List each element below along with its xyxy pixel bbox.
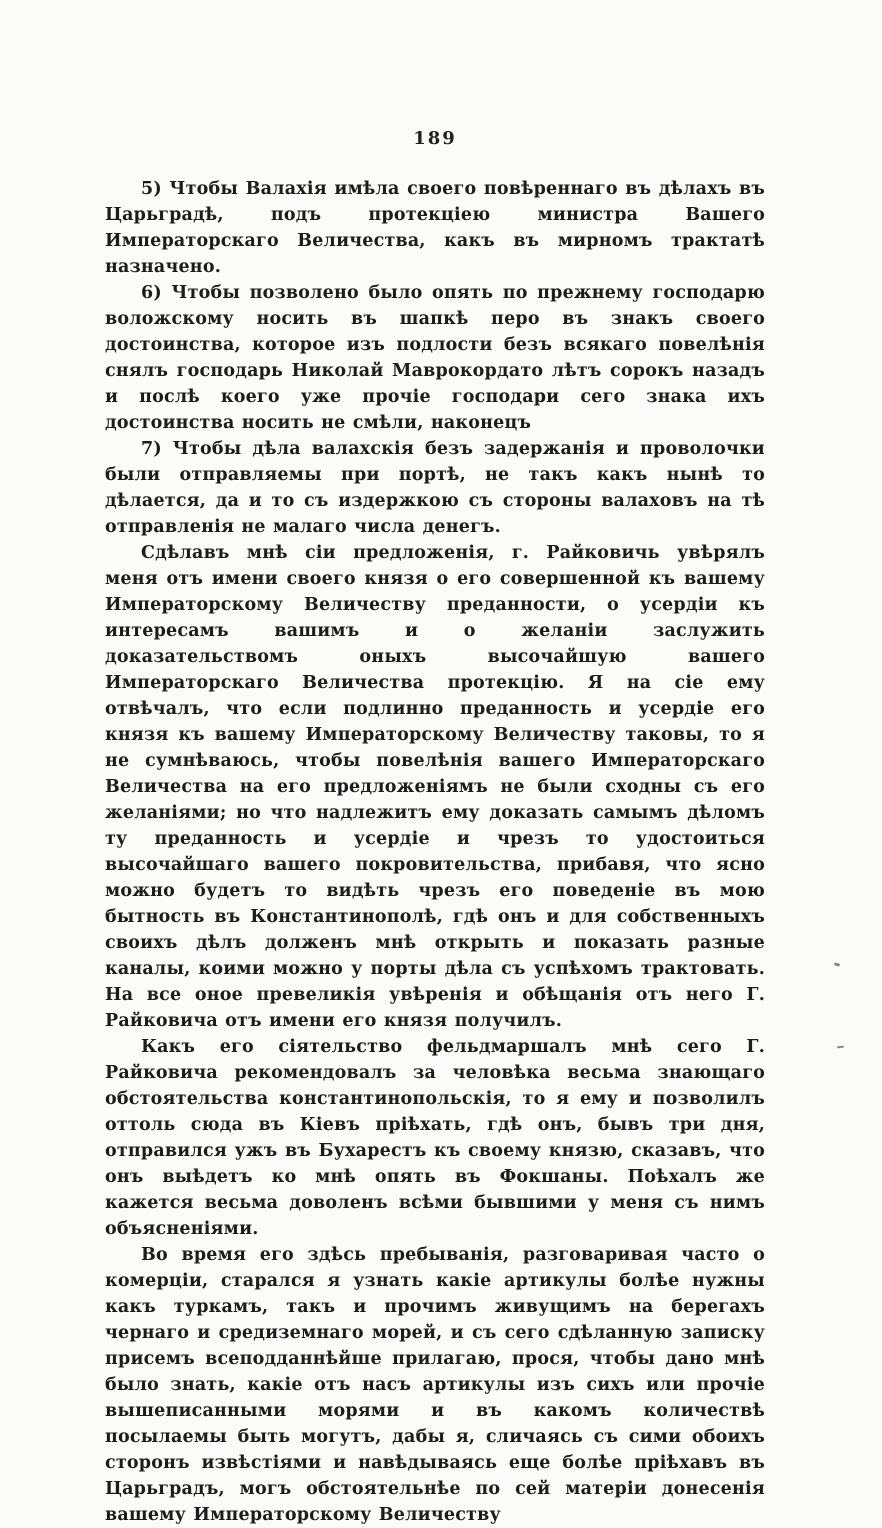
paragraph-raikovich-assurances: Сдѣлавъ мнѣ сіи предложенія, г. Райковичь увѣрялъ меня отъ имени своего князя о его совершенной къ вашему Императорскому Величеству преданности, о усердіи къ интересамъ вашимъ и о желаніи заслужить доказательствомъ оныхъ высочайшую вашего Императорскаго Величества протекцію. Я на сіе ему отвѣчалъ, что если подлинно преданность и усердіе его князя къ вашему Императорскому Величеству таковы, то я не сумнѣваюсь, чтобы повелѣнія вашего Императорскаго Величества на его предложеніямъ не были сходны съ его желаніями; но что надлежитъ ему доказать самымъ дѣломъ ту преданность и усердіе и чрезъ то удостоиться высочайшаго вашего покровительства, прибавя, что ясно можно будетъ то видѣть чрезъ его поведеніе въ мою бытность въ Константинополѣ, гдѣ онъ и для собственныхъ своихъ дѣлъ долженъ мнѣ открыть и показать разные каналы, коими можно у порты дѣла съ успѣхомъ трактовать. На все оное превеликія увѣренія и обѣщанія отъ него Г. Райковича отъ имени его князя получилъ. (105, 543, 765, 1031)
paragraph-item-7: 7) Чтобы дѣла валахскія безъ задержанія и проволочки были отправляемы при портѣ, не такъ какъ нынѣ то дѣлается, да и то съ издержкою съ стороны валаховъ на тѣ отправленія не малаго числа денегъ. (105, 439, 765, 537)
paragraph-item-5: 5) Чтобы Валахія имѣла своего повѣреннаго въ дѣлахъ въ Царьградѣ, подъ протекціею министра Вашего Императорскаго Величества, какъ въ мирномъ трактатѣ назначено. (105, 179, 765, 277)
scan-artifact (837, 1046, 844, 1049)
paragraph-fieldmarshal-recommendation: Какъ его сіятельство фельдмаршалъ мнѣ сего Г. Райковича рекомендовалъ за человѣка весьма знающаго обстоятельства константинопольскія, то я ему и позволилъ оттоль сюда въ Кіевъ пріѣхать, гдѣ онъ, бывъ три дня, отправился ужъ въ Бухарестъ къ своему князю, сказавъ, что онъ выѣдетъ ко мнѣ опять въ Фокшаны. Поѣхалъ же кажется весьма доволенъ всѣми бывшими у меня съ нимъ объясненіями. (105, 1037, 765, 1239)
scan-artifact (834, 962, 841, 967)
paragraph-item-6: 6) Чтобы позволено было опять по прежнему господарю воложскому носить въ шапкѣ перо въ знакъ своего достоинства, которое изъ подлости безъ всякаго повелѣнія снялъ господарь Николай Маврокордато лѣтъ сорокъ назадъ и послѣ коего уже прочіе господари сего знака ихъ достоинства носить не смѣли, наконецъ (105, 283, 765, 433)
page-number: 189 (413, 128, 457, 149)
paragraph-commerce-note: Во время его здѣсь пребыванія, разговаривая часто о комерціи, старался я узнать какіе артикулы болѣе нужны какъ туркамъ, такъ и прочимъ живущимъ на берегахъ чернаго и средиземнаго морей, и съ сего сдѣланную записку присемъ всеподданнѣйше прилагаю, прося, чтобы дано мнѣ было знать, какіе отъ насъ артикулы изъ сихъ или прочіе вышеписанными морями и въ какомъ количествѣ посылаемы быть могутъ, дабы я, сличаясь съ сими обоихъ сторонъ извѣстіями и навѣдываясь еще болѣе пріѣхавъ въ Царьградъ, могъ обстоятельнѣе по сей матеріи донесенія вашему Императорскому Величеству (105, 1245, 765, 1525)
text-block (105, 176, 765, 1528)
